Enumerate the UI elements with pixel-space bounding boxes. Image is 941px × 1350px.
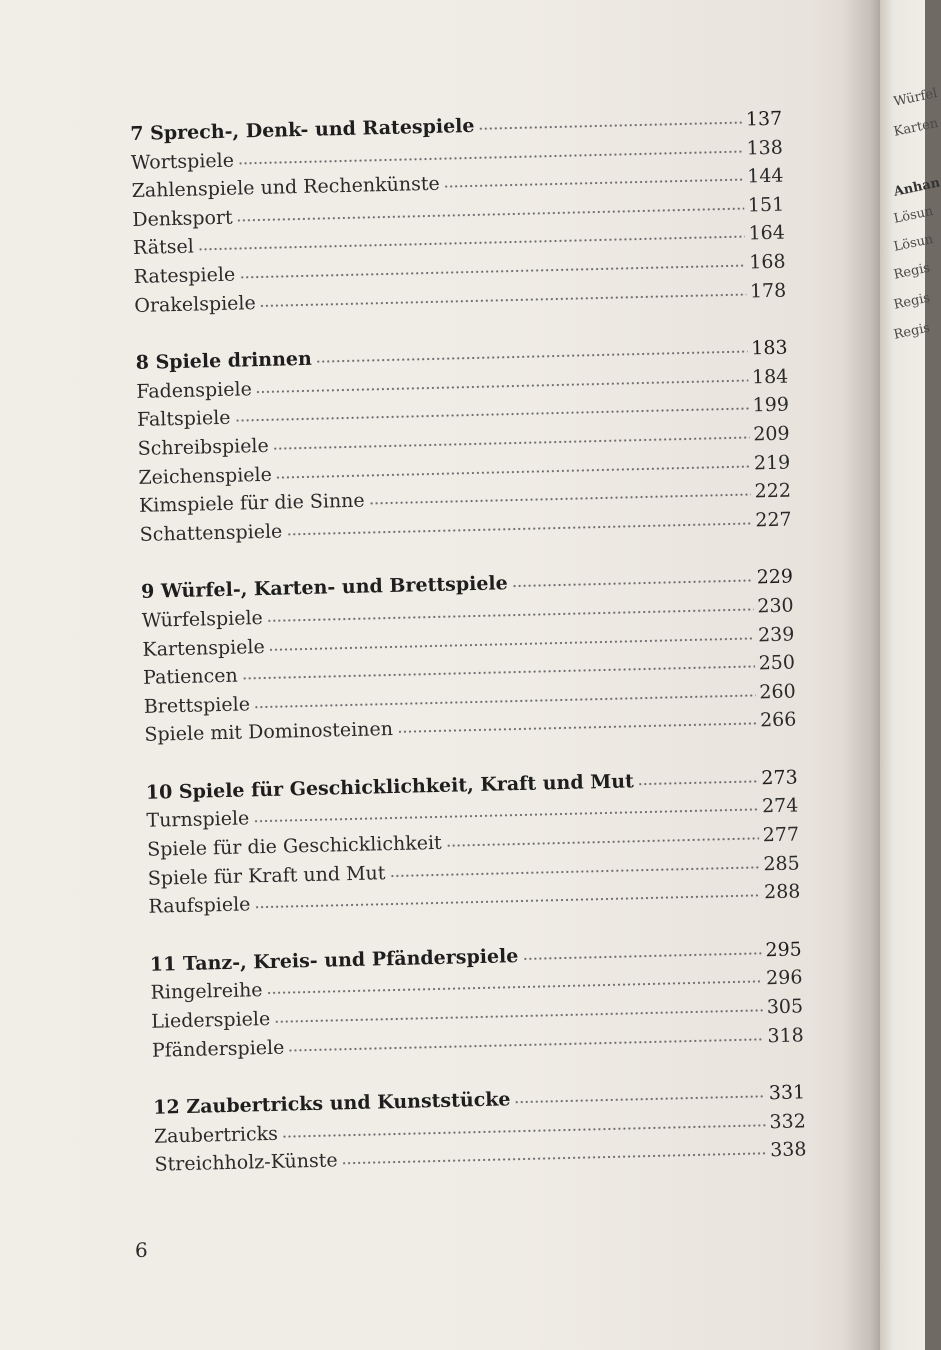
entry-page-number: 296 <box>765 966 803 990</box>
section-title: 7 Sprech-, Denk- und Ratespiele <box>130 114 475 145</box>
entry-page-number: 178 <box>749 279 787 303</box>
dot-leader <box>444 178 744 189</box>
entry-page-number: 230 <box>757 594 794 618</box>
dot-leader <box>198 235 745 252</box>
entry-label: Schattenspiele <box>139 520 283 546</box>
entry-page-number: 331 <box>768 1081 806 1105</box>
page-gutter-shadow <box>842 0 882 1350</box>
entry-page-number: 338 <box>769 1138 807 1162</box>
dot-leader <box>446 836 759 847</box>
facing-page-fragment: Lösun <box>892 231 935 255</box>
entry-label: Wortspiele <box>130 149 235 174</box>
dot-leader <box>256 378 748 394</box>
entry-label: Ratespiele <box>133 263 236 288</box>
table-of-contents <box>130 105 807 1209</box>
entry-page-number: 137 <box>745 107 783 131</box>
entry-label: Kartenspiele <box>142 635 265 661</box>
entry-page-number: 250 <box>758 651 796 675</box>
entry-page-number: 151 <box>747 193 785 217</box>
entry-label: Streichholz-Künste <box>154 1149 338 1177</box>
entry-label: Faltspiele <box>136 407 231 432</box>
entry-label: Würfelspiele <box>141 606 264 632</box>
dot-leader <box>515 1095 765 1105</box>
section-title: 8 Spiele drinnen <box>135 347 313 375</box>
dot-leader <box>369 493 751 506</box>
entry-page-number: 260 <box>759 680 796 704</box>
entry-label: Denksport <box>132 206 233 231</box>
entry-page-number: 227 <box>755 508 792 532</box>
entry-page-number: 229 <box>756 565 794 589</box>
entry-label: Schreibspiele <box>137 434 269 460</box>
entry-page-number: 138 <box>746 136 784 160</box>
entry-label: Liederspiele <box>150 1007 271 1033</box>
entry-page-number: 305 <box>766 995 804 1019</box>
toc-section <box>130 105 787 320</box>
entry-page-number: 277 <box>762 823 800 847</box>
entry-page-number: 199 <box>752 393 790 417</box>
entry-label: Spiele für Kraft und Mut <box>147 861 386 890</box>
entry-page-number: 285 <box>763 852 800 875</box>
entry-label: Orakelspiele <box>134 291 256 317</box>
dot-leader <box>288 1037 763 1052</box>
entry-page-number: 222 <box>754 479 792 503</box>
entry-label: Zahlenspiele und Rechenkünste <box>131 172 440 203</box>
dot-leader <box>282 1123 766 1138</box>
dot-leader <box>242 665 755 681</box>
entry-page-number: 168 <box>749 250 786 274</box>
entry-page-number: 318 <box>767 1024 805 1047</box>
entry-label: Raufspiele <box>148 893 251 919</box>
section-title: 11 Tanz-, Kreis- und Pfänderspiele <box>149 944 519 976</box>
entry-page-number: 183 <box>751 336 788 360</box>
section-title: 12 Zaubertricks und Kunststücke <box>153 1088 511 1119</box>
facing-page-fragment: Regis <box>892 260 932 283</box>
dot-leader <box>286 521 751 536</box>
dot-leader <box>267 980 763 996</box>
entry-page-number: 209 <box>753 422 790 446</box>
entry-label: Fadenspiele <box>136 377 253 403</box>
entry-page-number: 288 <box>763 880 801 904</box>
dot-leader <box>260 292 746 307</box>
section-title: 10 Spiele für Geschicklichkeit, Kraft und Mut <box>145 770 635 804</box>
dot-leader <box>267 607 754 622</box>
toc-section <box>153 1079 807 1180</box>
entry-label: Rätsel <box>132 235 195 260</box>
dot-leader <box>274 1008 763 1024</box>
entry-page-number: 266 <box>759 708 797 732</box>
toc-section <box>141 563 797 750</box>
dot-leader <box>479 121 743 131</box>
entry-page-number: 184 <box>751 365 789 389</box>
dot-leader <box>273 435 750 450</box>
dot-leader <box>342 1152 767 1166</box>
entry-page-number: 164 <box>748 221 786 245</box>
dot-leader <box>239 264 745 280</box>
facing-page-fragment: Karten <box>892 115 940 140</box>
dot-leader <box>254 894 760 910</box>
dot-leader <box>397 722 756 734</box>
dot-leader <box>522 951 761 961</box>
entry-label: Zeichenspiele <box>138 463 273 489</box>
entry-page-number: 273 <box>761 766 798 790</box>
dot-leader <box>638 779 758 786</box>
facing-page-fragment: Lösun <box>892 203 935 227</box>
toc-section <box>150 935 805 1065</box>
facing-page-fragment: Regis <box>892 290 932 313</box>
toc-section <box>146 763 801 921</box>
dot-leader <box>269 636 754 651</box>
facing-page-fragment: Regis <box>892 320 932 343</box>
entry-label: Pfänderspiele <box>151 1036 285 1062</box>
dot-leader <box>389 865 759 878</box>
entry-page-number: 239 <box>757 622 795 646</box>
entry-label: Spiele für die Geschicklichkeit <box>146 831 442 861</box>
dot-leader <box>276 464 750 479</box>
dot-leader <box>237 206 744 222</box>
dot-leader <box>253 808 758 824</box>
dot-leader <box>254 693 756 709</box>
dot-leader <box>316 350 748 364</box>
facing-page-edge <box>880 0 941 1350</box>
page-number: 6 <box>135 1238 148 1262</box>
entry-page-number: 144 <box>746 164 784 188</box>
facing-page-fragment: Würfel <box>892 85 939 110</box>
entry-label: Turnspiele <box>146 807 250 833</box>
facing-page-fragment: Anhan <box>892 175 941 200</box>
entry-label: Patiencen <box>142 664 238 689</box>
entry-page-number: 219 <box>753 451 791 474</box>
entry-label: Brettspiele <box>143 693 251 718</box>
entry-label: Kimspiele für die Sinne <box>138 489 365 518</box>
dot-leader <box>235 407 749 423</box>
section-title: 9 Würfel-, Karten- und Brettspiele <box>140 572 508 604</box>
toc-section <box>135 334 792 549</box>
entry-page-number: 295 <box>765 938 802 962</box>
dot-leader <box>238 149 743 165</box>
entry-page-number: 274 <box>761 794 799 818</box>
dot-leader <box>512 579 753 589</box>
entry-label: Spiele mit Dominosteinen <box>144 718 394 747</box>
entry-label: Ringelreihe <box>150 979 263 1005</box>
entry-page-number: 332 <box>769 1110 807 1134</box>
entry-label: Zaubertricks <box>153 1122 279 1148</box>
